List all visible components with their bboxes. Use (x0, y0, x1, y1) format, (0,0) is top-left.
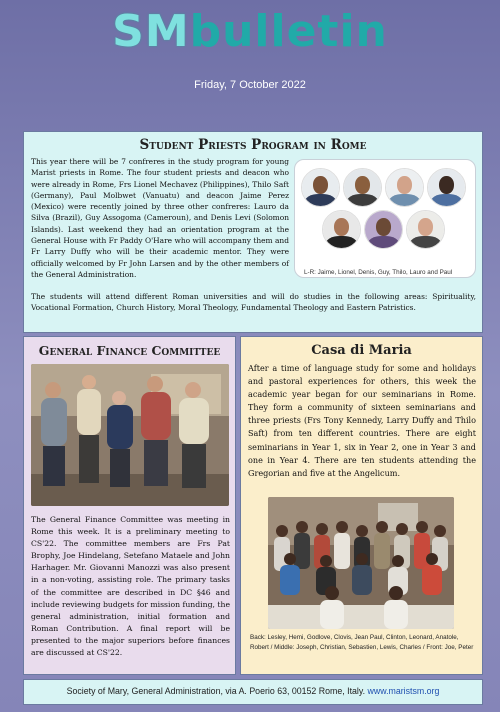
casa-article-title: Casa di Maria (311, 343, 412, 358)
rome-photo-caption: L-R: Jaime, Lionel, Denis, Guy, Thilo, Lauro and Paul (304, 269, 453, 276)
bulletin-title (0, 6, 500, 58)
finance-article-title: General Finance Committee (38, 343, 221, 358)
portrait-lauro (364, 210, 403, 249)
rome-article-text-continued: The students will attend different Roman universities and will do studies in the following areas: Spirituality, Vocational Formation, Church History, Moral Theology, Fundamental Theology and Eastern Patristics. (31, 292, 476, 313)
title-sm: SM (112, 6, 190, 57)
seminarians-group-photo (268, 497, 454, 629)
portrait-denis (385, 168, 424, 207)
casa-article (240, 336, 483, 675)
footer (23, 679, 483, 705)
footer-address-text: Society of Mary, General Administration, via A. Poerio 63, 00152 Rome, Italy. (66, 686, 368, 696)
portrait-lionel (343, 168, 382, 207)
title-bulletin: bulletin (189, 6, 388, 57)
footer-address (24, 686, 482, 696)
rome-group-photo (294, 159, 476, 278)
finance-article (23, 336, 236, 675)
portrait-guy (427, 168, 466, 207)
portrait-thilo (322, 210, 361, 249)
finance-article-text: The General Finance Committee was meeting in Rome this week. It is a preliminary meeting to CS'22. The committee members are Frs Pat Brophy, Joe Hindelang, Setefano Mataele and John Harhager. Mr. Giovanni Manozzi was also present in a non-voting, assisting role. The primary tasks of the committee are described in DC §46 and include reviewing budgets for mission funding, the general administration, initial formation and Roman Contribution. A final report will be presented to the major superiors before finances are discussed at CS'22. (31, 515, 230, 658)
portrait-paul (406, 210, 445, 249)
rome-article (23, 131, 483, 333)
casa-article-text: After a time of language study for some and holidays and pastoral experiences for others, this week the academic year began for our seminarians in Rome. They form a community of sixteen seminarians and three priests (Frs Tony Kennedy, Larry Duffy and Thilo Saft) from ten different countries. There are eight seminarians in Year 1, six in Year 2, one in Year 3 and one in Year 4. There are ten students attending the Gregorian and five at the Angelicum. (248, 363, 476, 478)
masthead (0, 6, 500, 58)
rome-article-text: This year there will be 7 confreres in the study program for young Marist priests in Rome. The four student priests and deacon who were already in Rome, Frs Lionel Mechavez (Philippines), Thilo Saft (Germany), Paul Molbwet (Vanuatu) and deacon Jaime Perez (Mexico) were recently joined by three other confreres: Lauro da Silva (Brazil), Guy Assogoma (Cameroun), and Denis Levi (Solomon Islands). Last weekend they had an orientation program at the General House with Fr Paddy O'Hare who will accompany them and Fr Larry Duffy who will be their academic mentor. They were officially welcomed by Fr John Larsen and by the other members of the General Administration. (31, 157, 289, 279)
issue-date: Friday, 7 October 2022 (194, 79, 306, 91)
seminarians-photo-caption: Back: Lesley, Hemi, Godlove, Clovis, Jean Paul, Clinton, Leonard, Anatole, Robert / Middle: Joseph, Christian, Sebastien, Lewis, Charles / Front: Joe, Peter (250, 634, 474, 652)
finance-committee-photo (31, 364, 229, 506)
portrait-jaime (301, 168, 340, 207)
rome-article-title: Student Priests Program in Rome (139, 137, 367, 153)
website-link[interactable]: www.maristsm.org (367, 686, 440, 696)
